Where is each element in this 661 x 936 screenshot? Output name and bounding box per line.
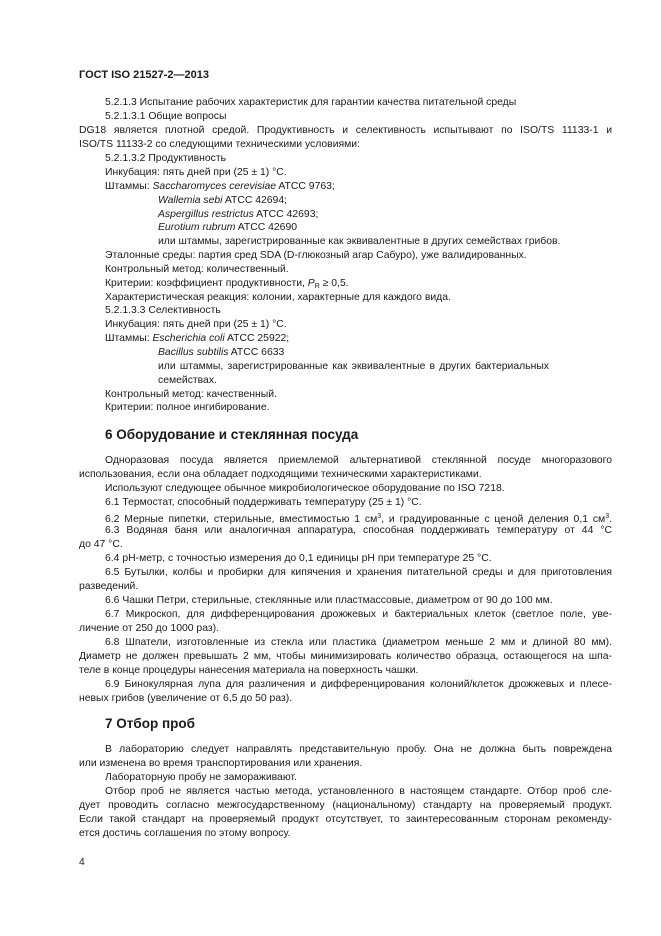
section-7-p1-line-1: В лабораторию следует направлять представительную пробу. Она не должна быть повреждена [105, 744, 612, 755]
section-6-intro-1: Одноразовая посуда является приемлемой альтернативой стеклянной посуде многоразового [105, 455, 612, 466]
page-number: 4 [79, 857, 85, 868]
item-6-3-line-2: до 47 °С. [79, 539, 123, 550]
productivity-criteria: Критерии: коэффициент продуктивности, $P_R \ge 0,5$. [105, 278, 349, 290]
item-6-9-line-2: невых грибов (увеличение от 6,5 до 50 раз). [79, 693, 293, 704]
productivity-strain-4: Eurotium rubrum ATCC 42690 [158, 222, 297, 233]
section-7-p3-line-4: ется достичь соглашения по этому вопросу. [79, 828, 291, 839]
item-6-3-line-1: 6.3 Водяная баня или аналогичная аппаратура, способная поддерживать температуру от 44 °С [105, 525, 612, 536]
item-6-5-line-1: 6.5 Бутылки, колбы и пробирки для кипячения и хранения питательной среды и для приготовления [105, 567, 612, 578]
section-6-intro-2: использования, если она обладает подходящими техническими характеристиками. [79, 469, 482, 480]
general-line-1: DG18 является плотной средой. Продуктивность и селективность испытывают по ISO/TS 11133-1 и [79, 125, 612, 136]
section-7-p3-line-3: Если такой стандарт на проверяемый продукт отсутствует, то заинтересованным сторонам рекоменду- [79, 814, 612, 825]
reference-media: Эталонные среды: партия сред SDA (D-глюкозный агар Сабуро), уже валидированных. [105, 250, 527, 261]
clause-5-2-1-3-1-title: 5.2.1.3.1 Общие вопросы [105, 111, 227, 122]
clause-5-2-1-3-title: 5.2.1.3 Испытание рабочих характеристик для гарантии качества питательной среды [105, 97, 517, 108]
item-6-8-line-3: теле в конце процедуры нанесения материала на поверхность чашки. [79, 665, 419, 676]
item-6-4: 6.4 pH-метр, с точностью измерения до 0,1 единицы pH при температуре 25 °С. [105, 553, 492, 564]
selectivity-incubation: Инкубация: пять дней при (25 ± 1) °С. [105, 319, 287, 330]
general-line-2: ISO/TS 11133-2 со следующими техническими условиями: [79, 139, 360, 150]
standard-id: ГОСТ ISO 21527-2—2013 [79, 69, 209, 81]
selectivity-or-strains-2: семействах. [158, 375, 217, 386]
section-7-p3-line-1: Отбор проб не является частью метода, установленного в настоящем стандарте. Отбор проб сле- [105, 786, 612, 797]
productivity-control-method: Контрольный метод: количественный. [105, 264, 289, 275]
section-7-p2: Лабораторную пробу не замораживают. [105, 772, 297, 783]
section-7-heading: 7 Отбор проб [105, 716, 195, 731]
section-7-p3-line-2: дует проводить согласно межгосударственному (национальному) стандарту на проверяемый продукт. [79, 800, 612, 811]
item-6-7-line-1: 6.7 Микроскоп, для дифференцирования дрожжевых и бактериальных клеток (светлое поле, уве- [105, 609, 612, 620]
characteristic-reaction: Характеристическая реакция: колонии, характерные для каждого вида. [105, 292, 451, 303]
item-6-8-line-1: 6.8 Шпатели, изготовленные из стекла или пластика (диаметром меньше 2 мм и длиной 80 мм). [105, 637, 612, 648]
selectivity-criteria: Критерии: полное ингибирование. [105, 402, 270, 413]
item-6-1: 6.1 Термостат, способный поддерживать температуру (25 ± 1) °С. [105, 497, 422, 508]
productivity-strain-3: Aspergillus restrictus ATCC 42693; [158, 209, 319, 220]
item-6-6: 6.6 Чашки Петри, стерильные, стеклянные или пластмассовые, диаметром от 90 до 100 мм. [105, 595, 553, 606]
clause-5-2-1-3-3-title: 5.2.1.3.3 Селективность [105, 305, 221, 316]
item-6-8-line-2: Диаметр не должен превышать 2 мм, чтобы минимизировать количество образца, остающегося на шпа- [79, 651, 612, 662]
productivity-or-strains: или штаммы, зарегистрированные как эквивалентные в других семействах грибов. [158, 236, 561, 247]
section-6-heading: 6 Оборудование и стеклянная посуда [105, 427, 359, 442]
selectivity-strain-2: Bacillus subtilis ATCC 6633 [158, 347, 285, 358]
section-7-p1-line-2: или изменена во время транспортирования или хранения. [79, 758, 363, 769]
selectivity-strain-1: Штаммы: Escherichia coli ATCC 25922; [105, 333, 290, 344]
section-6-intro-3: Используют следующее обычное микробиологическое оборудование по ISO 7218. [105, 483, 505, 494]
selectivity-or-strains-1: или штаммы, зарегистрированные как эквивалентные в других бактериальных [158, 361, 549, 372]
productivity-strain-2: Wallemia sebi ATCC 42694; [158, 195, 287, 206]
item-6-5-line-2: разведений. [79, 581, 139, 592]
item-6-9-line-1: 6.9 Бинокулярная лупа для различения и дифференцирования колоний/клеток дрожжевых и плесе- [105, 679, 612, 690]
clause-5-2-1-3-2-title: 5.2.1.3.2 Продуктивность [105, 153, 227, 164]
item-6-2: 6.2 Мерные пипетки, стерильные, вместимостью 1 $см^3$, и градуированные с ценой деления 0,1 $см^3$. [105, 513, 612, 525]
productivity-strain-1: Штаммы: Saccharomyces cerevisiae ATCC 9763; [105, 181, 335, 192]
productivity-incubation: Инкубация: пять дней при (25 ± 1) °С. [105, 167, 287, 178]
selectivity-control-method: Контрольный метод: качественный. [105, 389, 277, 400]
item-6-7-line-2: личение от 250 до 1000 раз). [79, 623, 219, 634]
